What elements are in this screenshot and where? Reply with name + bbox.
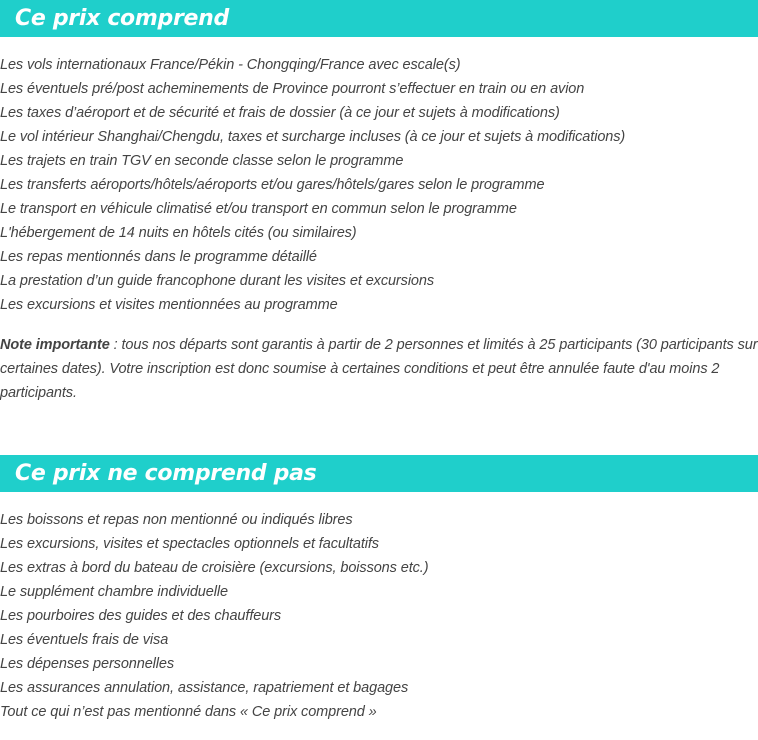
section-excluded <box>0 455 758 724</box>
section-title-excluded: Ce prix ne comprend pas <box>15 461 317 486</box>
list-item: Le vol intérieur Shanghai/Chengdu, taxes et surcharge incluses (à ce jour et sujets à modifications) <box>0 129 626 145</box>
list-item: Le transport en véhicule climatisé et/ou transport en commun selon le programme <box>0 201 517 217</box>
list-item: Les dépenses personnelles <box>0 656 175 672</box>
list-item: Le supplément chambre individuelle <box>0 584 228 600</box>
note-text: : tous nos départs sont garantis à partir de 2 personnes et limités à 25 participants (30 participants sur certaines dates). Votre inscription est donc soumise à certaines conditions et peut être annulée faute d'au moins 2 participants. <box>0 337 758 401</box>
list-item: Les transferts aéroports/hôtels/aéroports et/ou gares/hôtels/gares selon le programme <box>0 177 545 193</box>
list-item: Les repas mentionnés dans le programme détaillé <box>0 249 317 265</box>
list-item: Tout ce qui n’est pas mentionné dans « Ce prix comprend » <box>0 704 377 720</box>
excluded-list <box>0 508 758 724</box>
list-item: Les taxes d’aéroport et de sécurité et frais de dossier (à ce jour et sujets à modifications) <box>0 105 560 121</box>
list-item: Les pourboires des guides et des chauffeurs <box>0 608 282 624</box>
list-item: L'hébergement de 14 nuits en hôtels cités (ou similaires) <box>0 225 357 241</box>
included-list <box>0 53 758 317</box>
list-item: Les boissons et repas non mentionné ou indiqués libres <box>0 512 353 528</box>
section-header-included <box>0 0 758 37</box>
list-item: Les excursions, visites et spectacles optionnels et facultatifs <box>0 536 379 552</box>
list-item: Les assurances annulation, assistance, rapatriement et bagages <box>0 680 409 696</box>
list-item: Les éventuels frais de visa <box>0 632 169 648</box>
list-item: Les excursions et visites mentionnées au programme <box>0 297 338 313</box>
note-label: Note importante <box>0 337 110 353</box>
list-item: La prestation d’un guide francophone durant les visites et excursions <box>0 273 435 289</box>
section-title-included: Ce prix comprend <box>15 6 229 31</box>
list-item: Les éventuels pré/post acheminements de Province pourront s’effectuer en train ou en avion <box>0 81 585 97</box>
list-item: Les vols internationaux France/Pékin - Chongqing/France avec escale(s) <box>0 57 461 73</box>
section-header-excluded <box>0 455 758 492</box>
list-item: Les trajets en train TGV en seconde classe selon le programme <box>0 153 404 169</box>
list-item: Les extras à bord du bateau de croisière (excursions, boissons etc.) <box>0 560 429 576</box>
important-note <box>0 333 758 405</box>
